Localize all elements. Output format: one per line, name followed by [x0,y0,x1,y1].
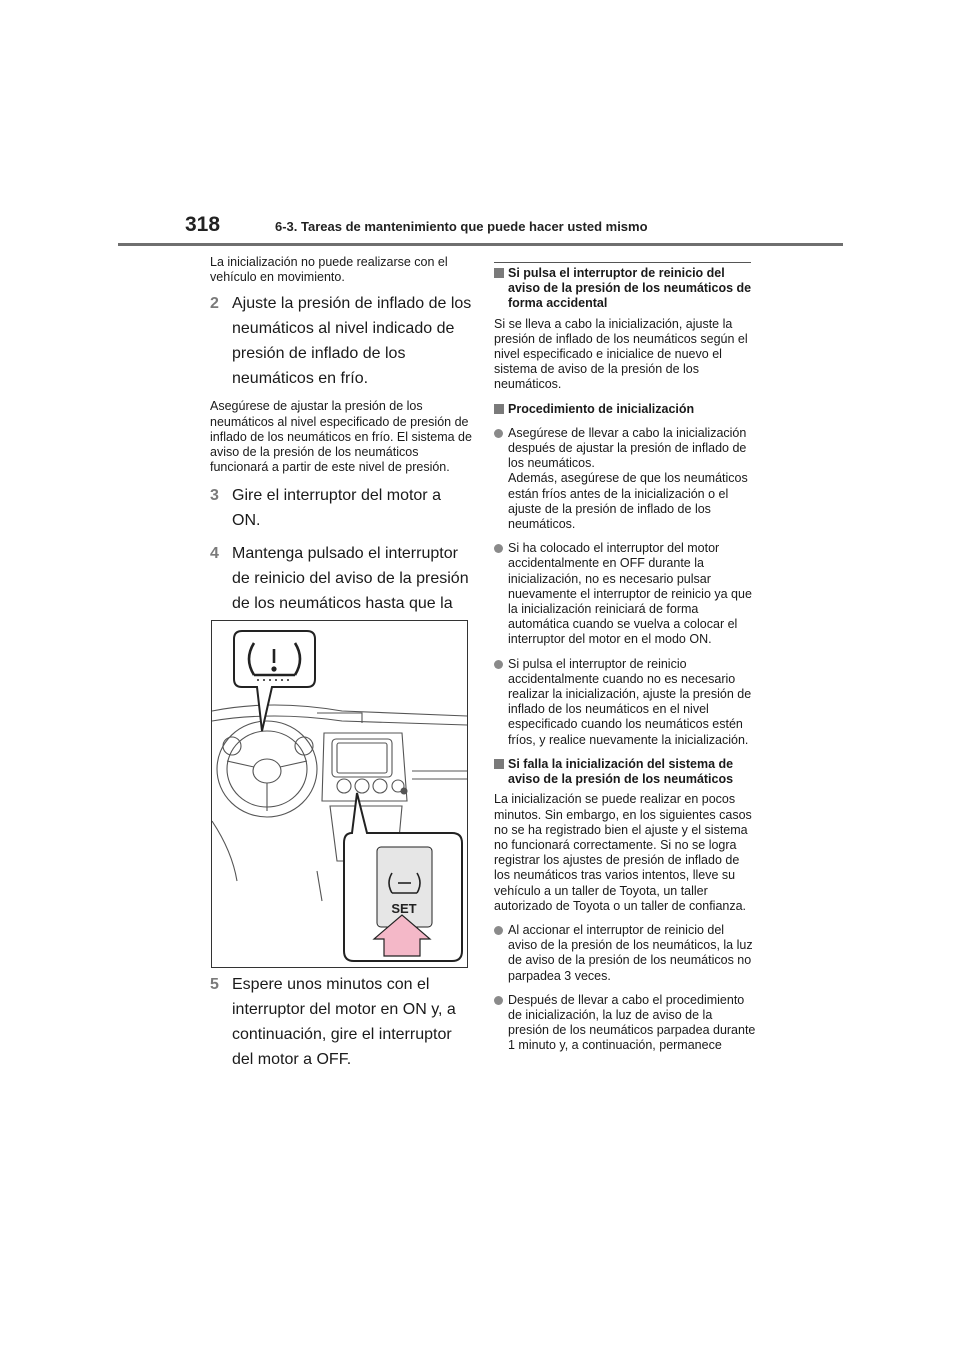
page-header [0,0,960,250]
step-text: Mantenga pulsado el interruptor de reinicio del aviso de la presión de los neumáticos hasta que la [232,545,469,613]
heading-procedure: Procedimiento de inicialización [494,402,756,417]
intro-text: La inicialización no puede realizarse con el vehículo en movimiento. [210,255,448,285]
step-text: Espere unos minutos con el interruptor del motor en ON y, a continuación, gire el interruptor del motor a OFF. [232,976,456,1068]
step-number: 4 [210,545,219,563]
heading-rule [494,262,751,263]
set-label: SET [391,901,417,916]
left-column-lower [210,972,472,1072]
step-text: Ajuste la presión de inflado de los neumáticos al nivel indicado de presión de inflado de los neumáticos en frío. [232,295,472,388]
step-number: 3 [210,487,219,505]
header-rule [118,243,843,246]
square-bullet-icon [494,759,504,769]
bullet-item: Asegúrese de llevar a cabo la inicialización después de ajustar la presión de inflado de los neumáticos. Además, asegúrese de que los neumáticos están fríos antes de la inicialización o el ajuste de la presión de inflado de los neumáticos. [494,426,756,532]
bullet-item: Al accionar el interruptor de reinicio del aviso de la presión de los neumáticos, la luz de aviso de la presión de los neumáticos no parpadea 3 veces. [494,923,756,984]
dashboard-illustration [211,620,468,968]
round-bullet-icon [494,544,503,553]
step-3 [210,483,472,533]
paragraph-init-failure: La inicialización se puede realizar en pocos minutos. Sin embargo, en los siguientes casos no se ha registrado bien el ajuste y el sistema no funcionará correctamente. Si no se logra registrar los ajustes de presión de inflado de los neumáticos tras varios intentos, lleve su vehículo a un taller de Toyota, un taller autorizado de Toyota o un taller de confianza. [494,792,752,913]
step-2 [210,291,472,391]
step-number: 2 [210,295,219,313]
step-text: Gire el interruptor del motor a ON. [232,487,441,530]
section-title: 6-3. Tareas de mantenimiento que puede hacer usted mismo [275,219,648,234]
round-bullet-icon [494,660,503,669]
bullet-item: Si pulsa el interruptor de reinicio accidentalmente cuando no es necesario realizar la inicialización, ajuste la presión de inflado de los neumáticos en el nivel especificado cuando los neumáticos estén fríos, y realice nuevamente la inicialización. [494,657,756,748]
heading-accidental-reset: Si pulsa el interruptor de reinicio del aviso de la presión de los neumáticos de forma accidental [494,266,756,312]
round-bullet-icon [494,429,503,438]
round-bullet-icon [494,996,503,1005]
paragraph-accidental: Si se lleva a cabo la inicialización, ajuste la presión de inflado de los neumáticos según el nivel especificado e inicialice de nuevo el sistema de aviso de la presión de los neumáticos. [494,316,748,392]
step-5 [210,972,472,1072]
heading-init-failure: Si falla la inicialización del sistema de aviso de la presión de los neumáticos [494,757,756,787]
square-bullet-icon [494,404,504,414]
step-2-note: Asegúrese de ajustar la presión de los neumáticos al nivel especificado de presión de inflado de los neumáticos en frío. El sistema de aviso de la presión de los neumáticos funcionará a partir de este nivel de presión. [210,399,472,475]
bullet-item: Si ha colocado el interruptor del motor accidentalmente en OFF durante la inicialización, no es necesario pulsar nuevamente el interruptor de reinicio ya que la inicialización reiniciará de forma automática cuando se vuelva a colocar el interruptor del motor en el modo ON. [494,541,756,647]
right-column [494,262,756,1054]
square-bullet-icon [494,268,504,278]
bullet-item: Después de llevar a cabo el procedimiento de inicialización, la luz de aviso de la presión de los neumáticos parpadea durante 1 minuto y, a continuación, permanece [494,993,756,1054]
step-number: 5 [210,976,219,993]
dashboard-drawing [212,621,467,967]
round-bullet-icon [494,926,503,935]
page-number: 318 [185,213,221,236]
